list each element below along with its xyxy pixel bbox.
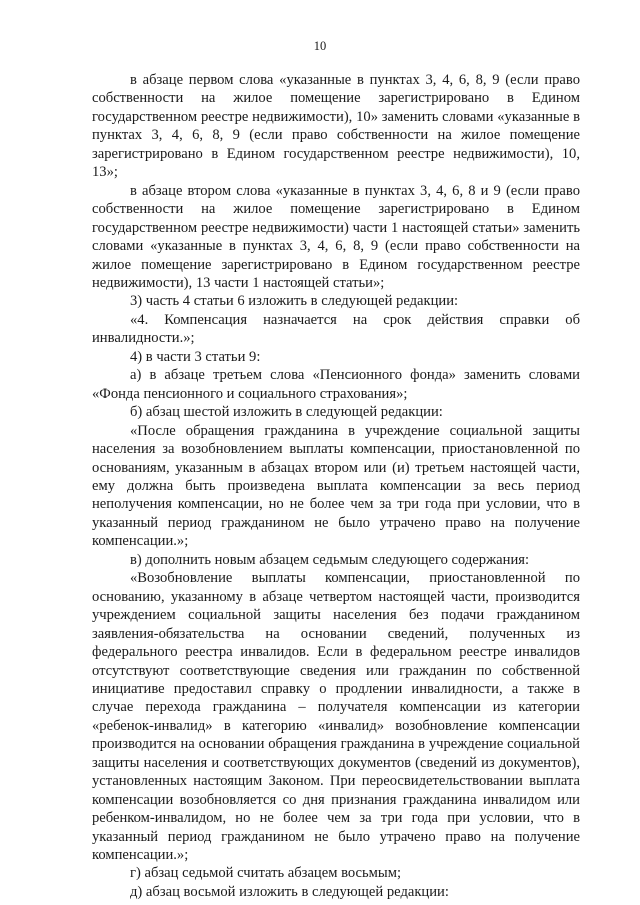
- paragraph-quoted-part-4: «4. Компенсация назначается на срок действия справки об инвалидности.»;: [92, 311, 580, 347]
- page-number: 10: [313, 39, 327, 53]
- document-body: [92, 71, 580, 901]
- paragraph-subitem-b: б) абзац шестой изложить в следующей редакции:: [130, 404, 443, 421]
- paragraph-amend-first-clause: в абзаце первом слова «указанные в пунктах 3, 4, 6, 8, 9 (если право собственности на жилое помещение зарегистрировано в Едином государственном реестре недвижимости), 10» заменить словами «указанные в пунктах 3, 4, 6, 8, 9 (если право собственности на жилое помещение зарегистрировано в Едином государственном реестре недвижимости), 10, 13»;: [92, 72, 580, 181]
- paragraph-quoted-seventh-clause: «Возобновление выплаты компенсации, приостановленной по основанию, указанному в абзаце четвертом настоящей части, производится учреждением социальной защиты населения без подачи гражданином заявления-обязательства на основании сведений, полученных из федерального реестра инвалидов. Если в федеральном реестре инвалидов отсутствуют соответствующие сведения или гражданин по собственной инициативе предоставил справку о продлении инвалидности, а также в случае перехода гражданина – получателя компенсации из категории «ребенок-инвалид» в категорию «инвалид» возобновление компенсации производится на основании обращения гражданина в учреждение социальной защиты населения и соответствующих документов (сведений из документов), установленных настоящим Законом. При переосвидетельствовании выплата компенсации возобновляется со дня признания гражданина инвалидом или ребенком-инвалидом, но не более чем за три года при условии, что в указанный период гражданином не было утрачено право на получение компенсации.»;: [92, 570, 580, 864]
- paragraph-quoted-sixth-clause: «После обращения гражданина в учреждение социальной защиты населения за возобновлением выплаты компенсации, приостановленной по основаниям, указанным в абзацах втором или (и) третьем настоящей части, ему должна быть произведена выплата компенсации за весь период неполучения компенсации, но не более чем за три года при условии, что в указанный период гражданином не было утрачено право на получение компенсации.»;: [92, 422, 580, 550]
- paragraph-subitem-v: в) дополнить новым абзацем седьмым следующего содержания:: [130, 551, 530, 568]
- paragraph-item-4: 4) в части 3 статьи 9:: [130, 348, 261, 365]
- paragraph-subitem-d: д) абзац восьмой изложить в следующей редакции:: [130, 883, 449, 900]
- paragraph-amend-second-clause: в абзаце втором слова «указанные в пунктах 3, 4, 6, 8 и 9 (если право собственности на жилое помещение зарегистрировано в Едином государственном реестре недвижимости) части 1 настоящей статьи» заменить словами «указанные в пунктах 3, 4, 6, 8, 9 (если право собственности на жилое помещение зарегистрировано в Едином государственном реестре недвижимости), 13 части 1 настоящей статьи»;: [92, 182, 580, 291]
- paragraph-subitem-g: г) абзац седьмой считать абзацем восьмым;: [130, 865, 402, 882]
- paragraph-subitem-a: а) в абзаце третьем слова «Пенсионного фонда» заменить словами «Фонда пенсионного и социального страхования»;: [92, 367, 580, 402]
- paragraph-item-3: 3) часть 4 статьи 6 изложить в следующей редакции:: [130, 293, 459, 310]
